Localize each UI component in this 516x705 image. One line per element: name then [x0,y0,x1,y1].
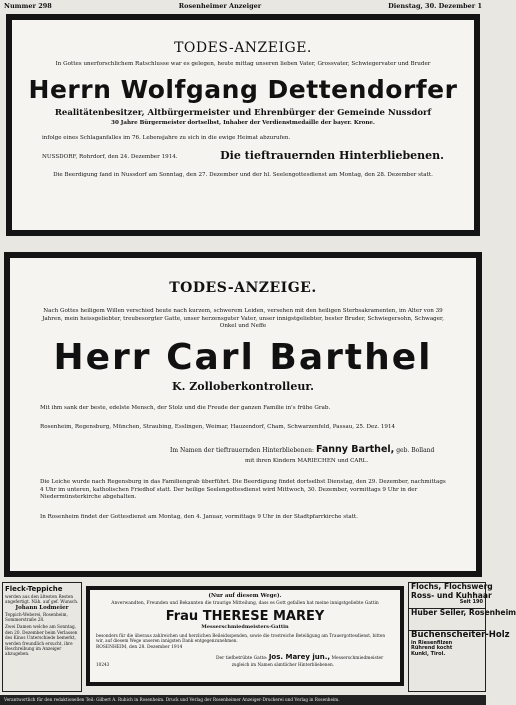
deceased-name: Frau THERESE MAREY [165,609,325,624]
advert-line: Seit 190 [459,599,483,606]
death-notice-barthel [4,252,482,577]
newspaper-title: Rosenheimer Anzeiger [178,2,262,10]
right-adverts [408,582,516,692]
advert-ref: 10243 [96,662,110,667]
deceased-honor: 30 Jahre Bürgermeister dortselbst, Inhaber der Verdienstmedaille der bayer. Krone. [111,119,375,126]
signature-born: geb. Bolland [396,446,435,454]
advert-line: Buchenscheiter-Holz [411,629,510,640]
advert-line: Flochs, Flochswerg [411,582,493,591]
death-notice-dettendorfer [6,14,480,236]
notice-lead: (Nur auf diesem Wege). [208,593,282,599]
carpet-advert [2,582,82,692]
advert-line: Rührend kocht [411,645,453,652]
page-number: Nummer 298 [4,2,52,10]
notice-intro: Anverwandten, Freunden und Bekannten die traurige Mitteilung, dass es Gott gefallen hat meine innigstgeliebte Gattin [111,601,379,606]
advert-line: Ross- und Kuhhaar [411,590,492,600]
deceased-role: Realitätenbesitzer, Altbürgermeister und Ehrenbürger der Gemeinde Nussdorf [54,107,432,118]
deceased-name: Herr Carl Barthel [53,336,433,378]
advert-text: werden aus den ältesten Resten angefertigt. Näh. auf gef. Wunsch. [5,593,79,605]
page-header [0,0,486,12]
advert-line: Huber Seiler, Rosenheim [411,608,516,618]
deceased-role: K. Zolloberkontrolleur. [172,379,314,393]
notice-text: Mit ihm sank der beste, edelste Mensch, der Stolz und die Freude der ganzen Familie in's frühe Grab. [40,404,331,411]
advert-heading: Fleck-Teppiche [5,585,63,593]
notice-intro: In Gottes unerforschlichem Ratschlusse war es gelegen, heute mittag unseren lieben Vater, Grossvater, Schwiegervater und Bruder [55,61,431,67]
page-footer: Verantwortlich für den redaktionellen Teil: Gilbert A. Rubich in Rosenheim. Druck und Verlag der Rosenheimer Anzeiger-Druckerei und Verlag in Rosenheim. [0,695,486,705]
funeral-info: Die Beerdigung fand in Nussdorf am Sonntag, den 27. Dezember und der hl. Seelengottesdienst am Montag, den 28. Dezember statt. [53,171,433,178]
signature-role: Messerschmiedmeister [331,656,384,661]
signature-children: mit ihren Kindern MARIECHEN und CARL. [245,457,369,464]
advert-line: in Riesenfilzen [411,639,453,646]
signature-tail: zugleich im Namen sämtlicher Hinterbliebenen. [231,662,334,667]
signature-lead: Der tiefbetrübte Gatte: [216,656,268,661]
deceased-role: Messerschmiedmeisters-Gattin [201,624,289,630]
advert-company: Johann Lodmeier [15,604,69,611]
notice-place-date: NUSSDORF, Rohrdorf, den 24. Dezember 1914. [42,154,178,161]
mourners-signature: Die tieftrauernden Hinterbliebenen. [220,148,444,162]
advert-line: Kunkl, Tirol. [411,651,446,658]
notice-title: TODES-ANZEIGE. [174,40,312,56]
advert-notice: Zwei Damen welche am Sonntag, den 20. Dezember beim Verlassen des Kinos Unterschiede bemerkt, werden freundlich ersucht, ihre Beschreibung im Anzeiger abzugeben. [5,624,78,657]
signature-lead: Im Namen der tieftrauernden Hinterbliebenen: [170,446,315,454]
notice-title: TODES-ANZEIGE. [169,280,317,296]
notice-intro: Nach Gottes heiligem Willen verschied heute nach kurzem, schwerem Leiden, versehen mit den heiligen Sterbsakramenten, im Alter von 39 Jahren, mein heissgeliebter, treubesorgter Gatte, unser herzensguter Vater, unser innigstgeliebter, bester Bruder, Schwiegersohn, Schwager, Onkel und Neffe [42,308,444,330]
burial-info: Die Leiche wurde nach Regensburg in das Familiengrab überführt. Die Beerdigung findet dortselbst Dienstag, den 29. Dezember, nachmittags 4 Uhr im unteren, katholischen Friedhof statt. Der heilige Seelengottesdienst wird Mittwoch, 30. Dezember, vormittags 9 Uhr in der Niedermünsterkirche abgehalten. [40,479,446,501]
notice-place-date: ROSENHEIM, den 28. Dezember 1914 [96,645,183,650]
death-cause: infolge eines Schlaganfalles im 76. Lebensjahre zu sich in die ewige Heimat abzurufen. [42,135,291,142]
advertisement-strip [0,582,516,694]
death-notice-marey [86,586,404,686]
deceased-name: Herrn Wolfgang Dettendorfer [28,74,458,104]
advert-address: Teppich-Weberei, Rosenheim, Sommerstraße 28. [5,611,68,623]
signature-name: Fanny Barthel, [315,443,395,455]
thanks-text: besonders für die überaus zahlreichen und herzlichen Beileidsspenden, sowie die trostreiche Beteiligung am Trauergottesdienst, bitten wir, auf diesem Wege unseren innigsten Dank entgegenzunehmen. [96,633,386,643]
issue-date: Dienstag, 30. Dezember 1 [388,2,482,10]
notice-places-date: Rosenheim, Regensburg, München, Straubing, Esslingen, Weimar, Hauzendorf, Cham, Schwarzenfeld, Passau, 25. Dez. 1914 [40,424,396,431]
signature-name: Jos. Marey jun., [268,653,331,661]
service-info: In Rosenheim findet der Gottesdienst am Montag, den 4. Januar, vormittags 9 Uhr in der Stadtpfarrkirche statt. [40,513,358,520]
